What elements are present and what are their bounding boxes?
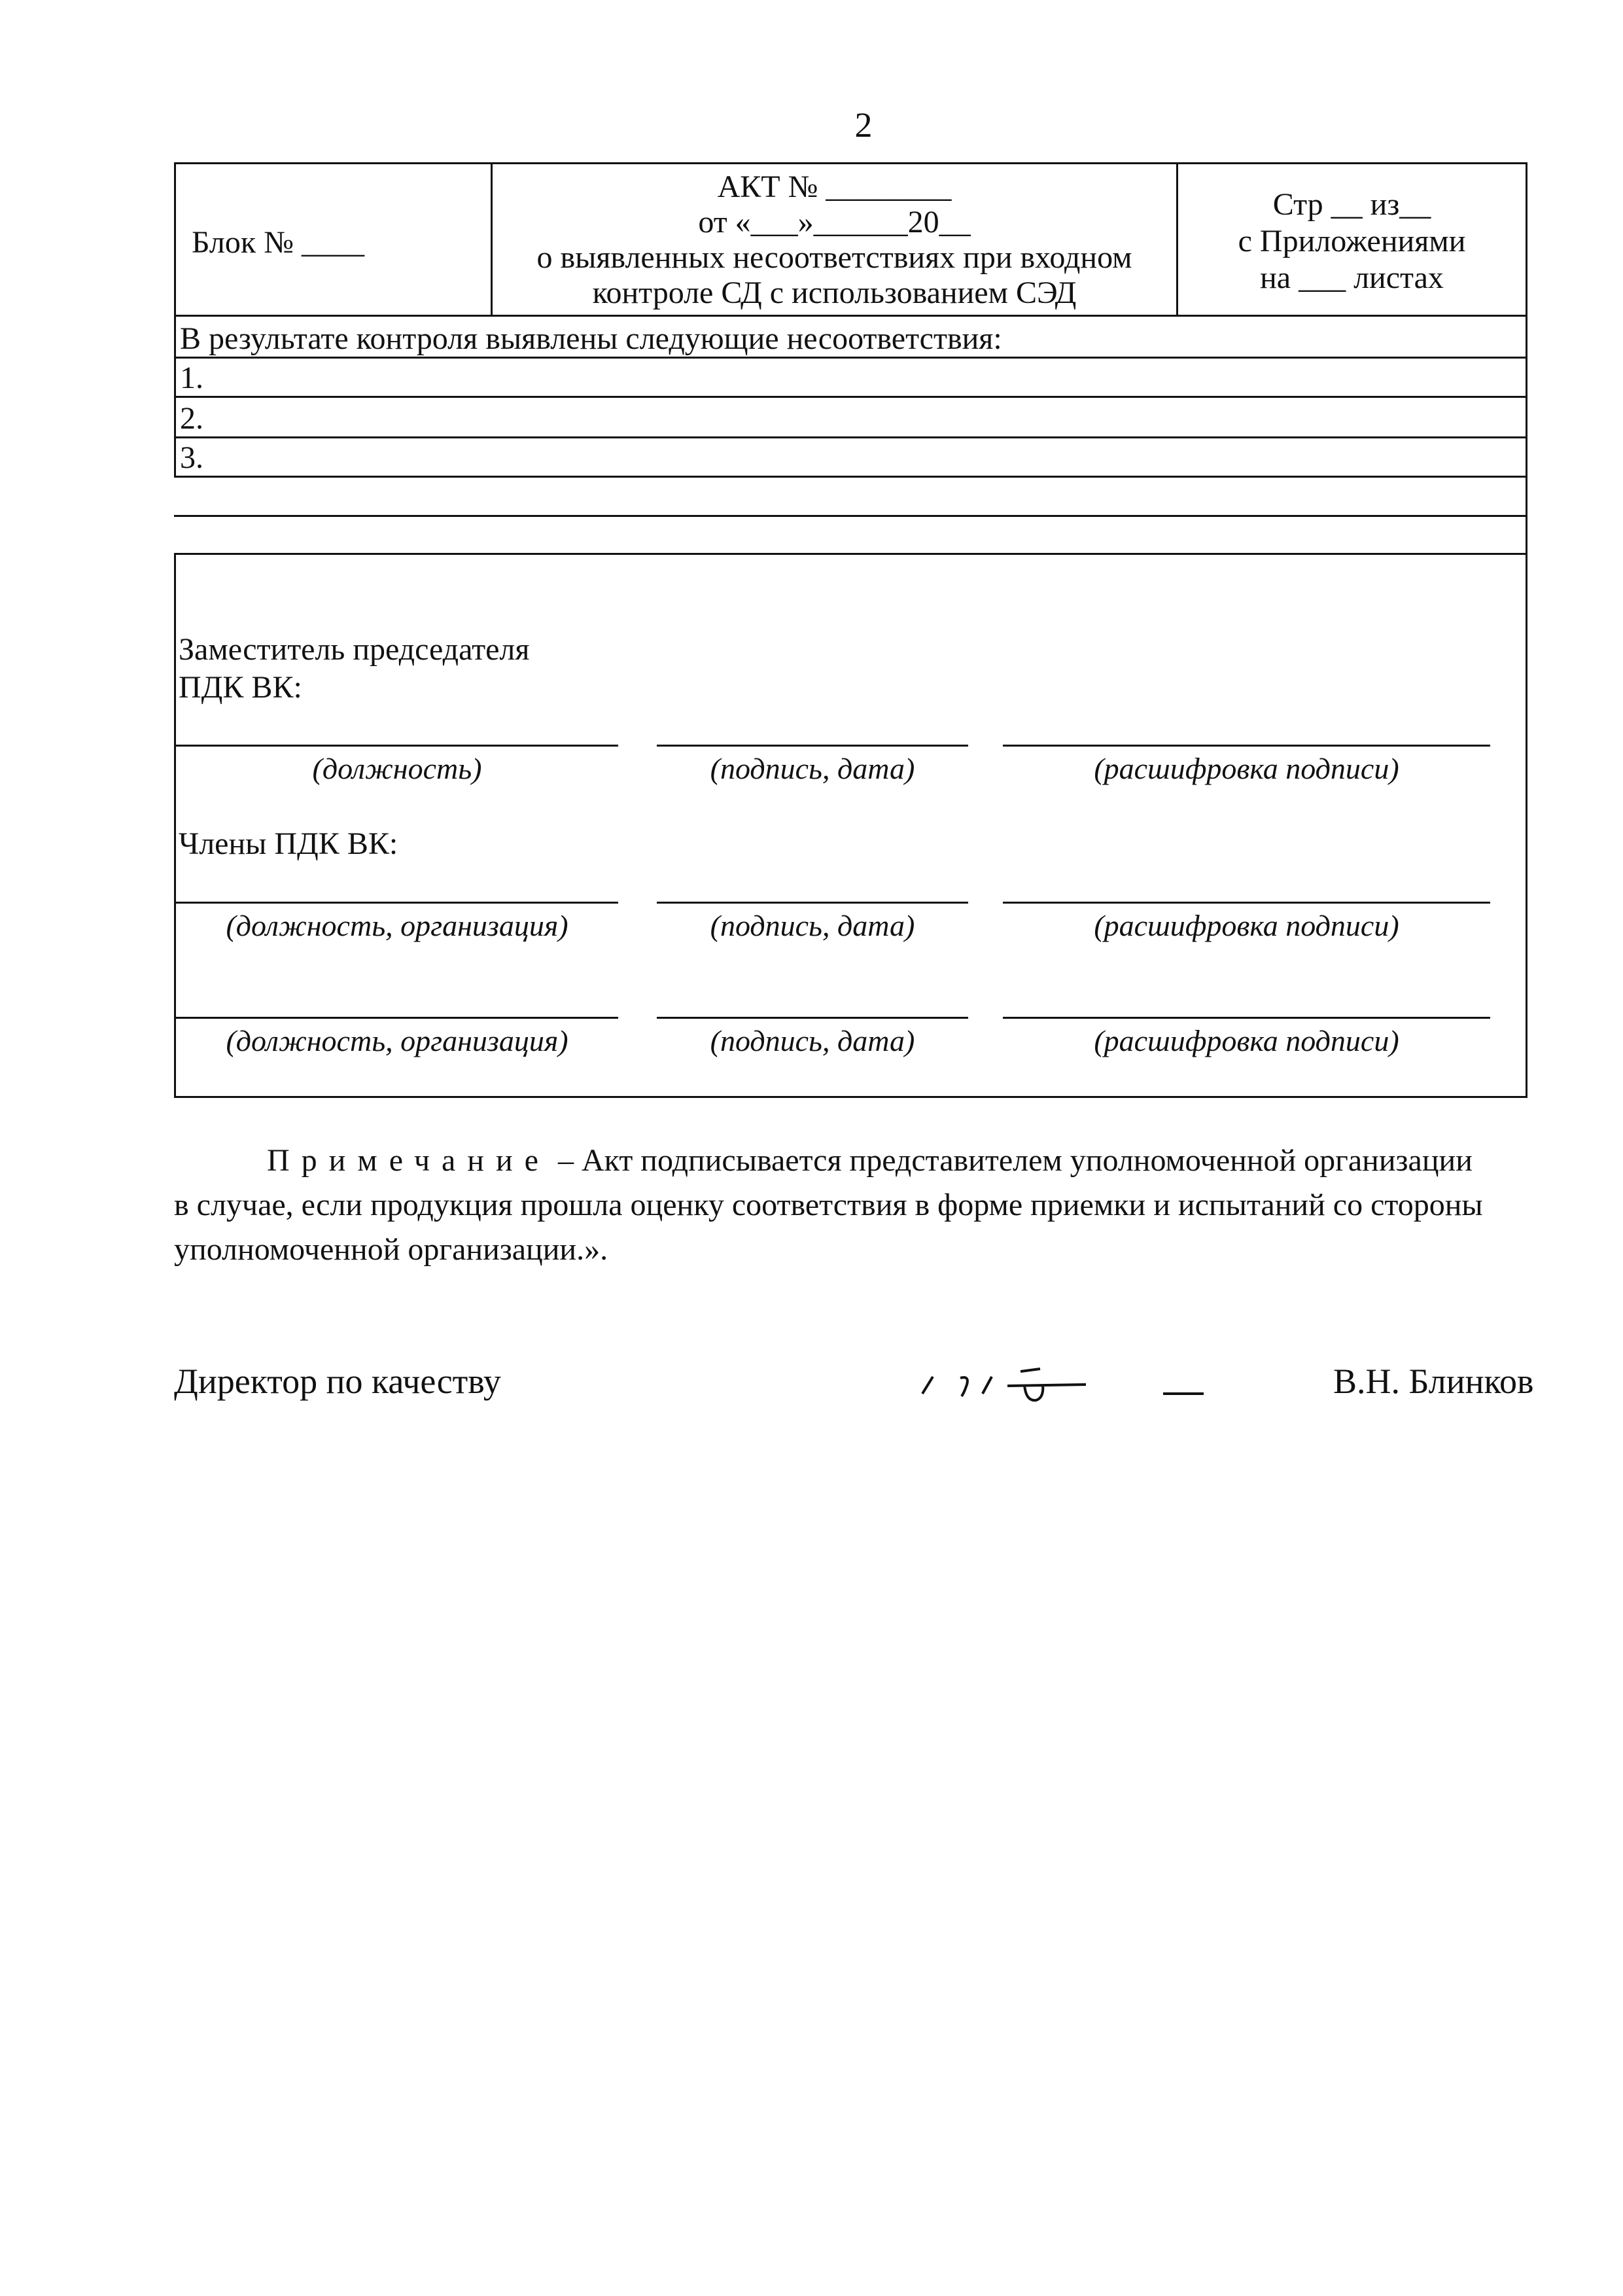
blank-row — [174, 478, 1527, 517]
director-position: Директор по качеству — [174, 1362, 501, 1401]
note-text-line3: уполномоченной организации.». — [174, 1232, 608, 1267]
findings-intro-row — [174, 317, 1527, 359]
decoding-caption: (расшифровка подписи) — [1094, 909, 1399, 942]
finding-row — [174, 398, 1527, 438]
position-caption: (должность) — [312, 752, 482, 785]
act-header-table — [174, 162, 1527, 317]
signature-caption: (подпись, дата) — [710, 752, 915, 785]
block-number-label: Блок № ____ — [192, 225, 364, 260]
position-caption: (должность, организация) — [226, 909, 568, 942]
act-subject-line1: о выявленных несоответствиях при входном — [536, 240, 1132, 275]
blank-row — [174, 517, 1527, 555]
block-number-cell — [176, 164, 493, 315]
appendices-label: с Приложениями — [1238, 224, 1466, 258]
pages-cell — [1178, 164, 1526, 315]
position-line — [176, 745, 618, 747]
decoding-line — [1003, 745, 1490, 747]
finding-row — [174, 359, 1527, 398]
signature-line — [657, 745, 968, 747]
act-number: АКТ № ________ — [717, 169, 952, 204]
director-name: В.Н. Блинков — [1333, 1362, 1534, 1401]
act-date: от «___»______20__ — [698, 205, 971, 239]
note-text-line2: в случае, если продукция прошла оценку соответствия в форме приемки и испытаний со стороны — [174, 1188, 1483, 1222]
sheets-count: на ___ листах — [1260, 260, 1444, 295]
act-subject-line2: контроле СД с использованием СЭД — [592, 275, 1077, 310]
page-number: 2 — [854, 105, 873, 145]
decoding-caption: (расшифровка подписи) — [1094, 1024, 1399, 1057]
signature-block — [174, 555, 1527, 1098]
signature-line — [657, 902, 968, 904]
position-caption: (должность, организация) — [226, 1024, 568, 1057]
commission-label: ПДК ВК: — [179, 670, 302, 705]
decoding-line — [1003, 1017, 1490, 1019]
decoding-line — [1003, 902, 1490, 904]
finding-number: 1. — [180, 361, 203, 395]
finding-number: 2. — [180, 401, 203, 436]
note-text-line1: – Акт подписывается представителем уполномоченной организации — [550, 1143, 1473, 1178]
signature-caption: (подпись, дата) — [710, 909, 915, 942]
members-label: Члены ПДК ВК: — [179, 826, 398, 861]
page-count: Стр __ из__ — [1272, 187, 1431, 222]
position-line — [176, 1017, 618, 1019]
finding-number: 3. — [180, 440, 203, 475]
note-label: Примечание — [267, 1143, 550, 1178]
handwritten-signature — [909, 1354, 1236, 1413]
decoding-caption: (расшифровка подписи) — [1094, 752, 1399, 785]
position-line — [176, 902, 618, 904]
note-paragraph — [174, 1139, 1548, 1272]
signature-caption: (подпись, дата) — [710, 1024, 915, 1057]
finding-row — [174, 438, 1527, 478]
findings-intro: В результате контроля выявлены следующие несоответствия: — [180, 321, 1002, 356]
deputy-chair-label: Заместитель председателя — [179, 632, 530, 667]
signature-line — [657, 1017, 968, 1019]
act-title-cell — [493, 164, 1178, 315]
